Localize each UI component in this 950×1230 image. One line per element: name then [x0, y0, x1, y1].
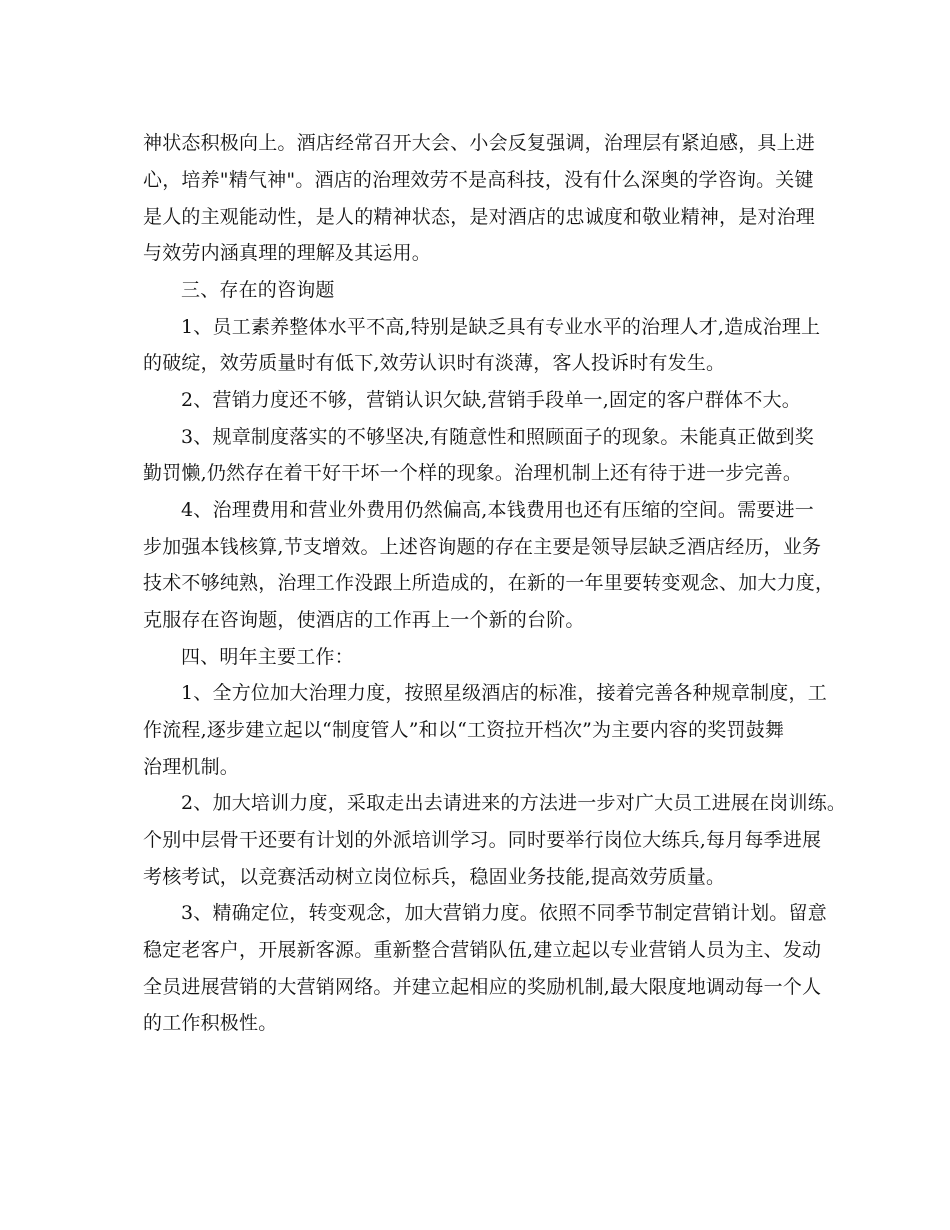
paragraph-line: 1、全方位加大治理力度，按照星级酒店的标准，接着完善各种规章制度，工 [181, 682, 827, 704]
paragraph-line: 勤罚懒,仍然存在着干好干坏一个样的现象。治理机制上还有待于进一步完善。 [143, 462, 803, 484]
section-heading: 四、明年主要工作： [181, 646, 354, 668]
paragraph-line: 与效劳内涵真理的理解及其运用。 [143, 242, 432, 264]
paragraph-line: 3、规章制度落实的不够坚决,有随意性和照顾面子的现象。未能真正做到奖 [181, 426, 814, 448]
paragraph-line: 2、加大培训力度，采取走出去请进来的方法进一步对广大员工进展在岗训练。 [181, 792, 847, 814]
paragraph-line: 的破绽，效劳质量时有低下,效劳认识时有淡薄，客人投诉时有发生。 [143, 352, 726, 374]
paragraph-line: 稳定老客户，开展新客源。重新整合营销队伍,建立起以专业营销人员为主、发动 [143, 939, 822, 961]
paragraph-line: 是人的主观能动性，是人的精神状态，是对酒店的忠诚度和敬业精神，是对治理 [143, 206, 816, 228]
paragraph-line: 步加强本钱核算,节支增效。上述咨询题的存在主要是领导层缺乏酒店经历，业务 [143, 536, 822, 558]
section-heading: 三、存在的咨询题 [181, 279, 335, 301]
paragraph-line: 1、员工素养整体水平不高,特别是缺乏具有专业水平的治理人才,造成治理上 [181, 316, 821, 338]
paragraph-line: 个别中层骨干还要有计划的外派培训学习。同时要举行岗位大练兵,每月每季进展 [143, 829, 822, 851]
paragraph-line: 2、营销力度还不够，营销认识欠缺,营销手段单一,固定的客户群体不大。 [181, 389, 801, 411]
paragraph-line: 4、治理费用和营业外费用仍然偏高,本钱费用也还有压缩的空间。需要进一 [181, 499, 814, 521]
paragraph-line: 心，培养"精气神"。酒店的治理效劳不是高科技，没有什么深奥的学咨询。关键 [143, 169, 814, 191]
paragraph-line: 3、精确定位，转变观念，加大营销力度。依照不同季节制定营销计划。留意 [181, 902, 827, 924]
paragraph-line: 克服存在咨询题，使酒店的工作再上一个新的台阶。 [143, 609, 585, 631]
paragraph-line: 治理机制。 [143, 756, 240, 778]
paragraph-line: 的工作积极性。 [143, 1012, 278, 1034]
paragraph-line: 全员进展营销的大营销网络。并建立起相应的奖励机制,最大限度地调动每一个人 [143, 976, 822, 998]
paragraph-line: 作流程,逐步建立起以“制度管人”和以“工资拉开档次”为主要内容的奖罚鼓舞 [143, 719, 785, 741]
paragraph-line: 技术不够纯熟，治理工作没跟上所造成的，在新的一年里要转变观念、加大力度， [143, 572, 835, 594]
paragraph-line: 神状态积极向上。酒店经常召开大会、小会反复强调，治理层有紧迫感，具上进 [143, 132, 816, 154]
paragraph-line: 考核考试，以竞赛活动树立岗位标兵，稳固业务技能,提高效劳质量。 [143, 866, 726, 888]
